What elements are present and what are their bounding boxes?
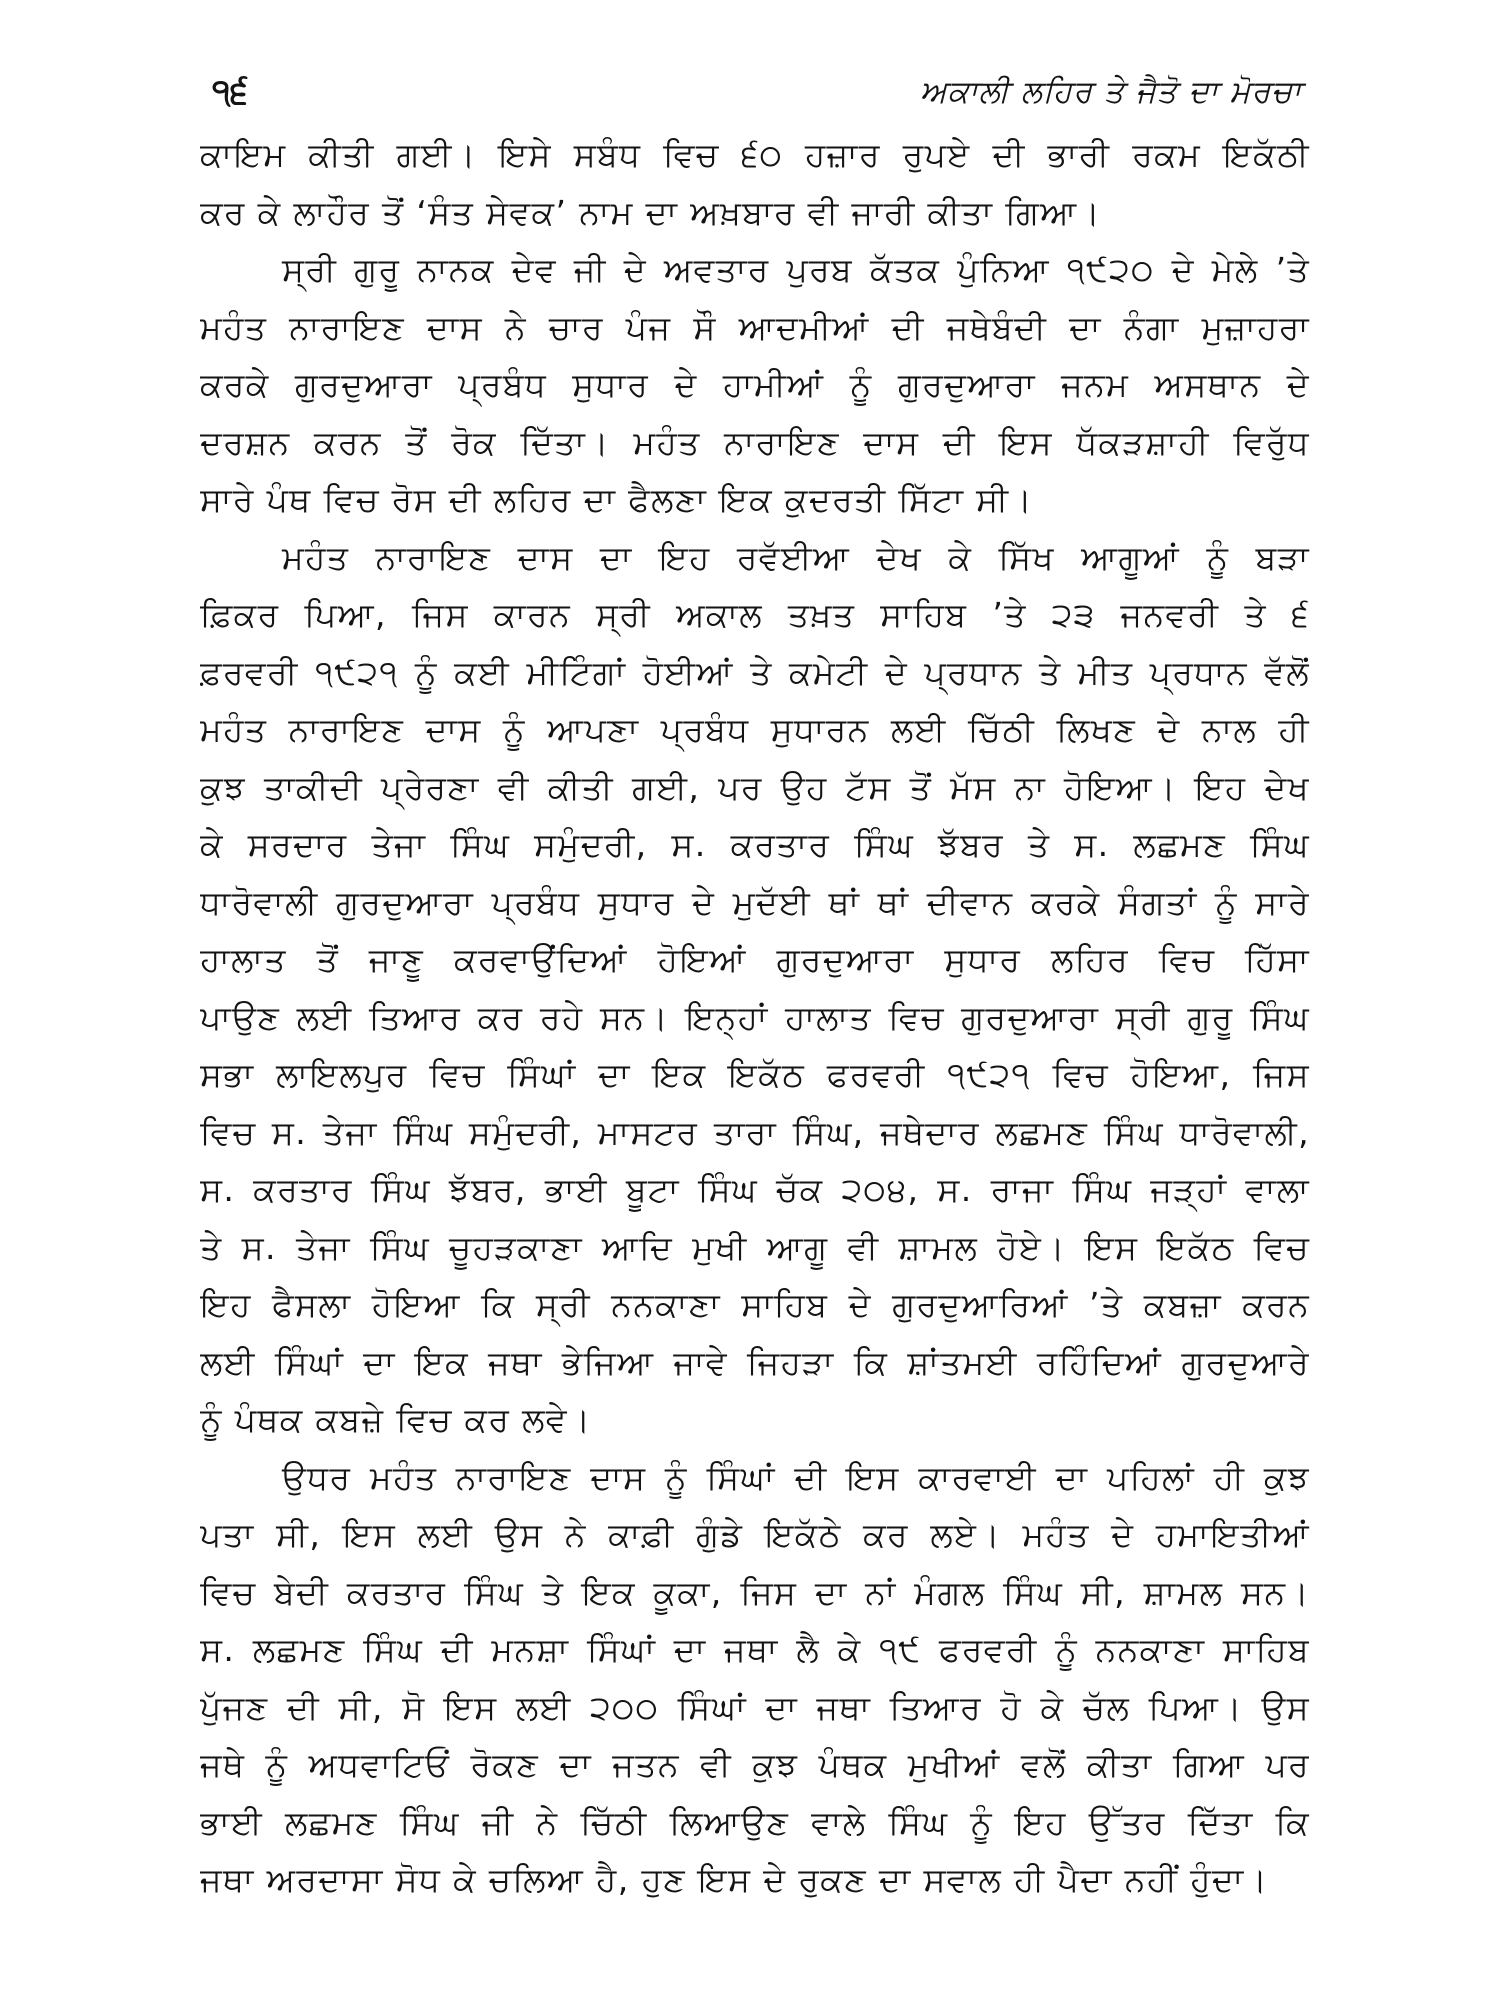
text-line: ਫ਼ਿਕਰ ਪਿਆ, ਜਿਸ ਕਾਰਨ ਸ੍ਰੀ ਅਕਾਲ ਤਖ਼ਤ ਸਾਹਿਬ ’ਤੇ ੨੩ ਜਨਵਰੀ ਤੇ ੬: [200, 595, 1310, 634]
text-line: ਜਥਾ ਅਰਦਾਸਾ ਸੋਧ ਕੇ ਚਲਿਆ ਹੈ, ਹੁਣ ਇਸ ਦੇ ਰੁਕਣ ਦਾ ਸਵਾਲ ਹੀ ਪੈਦਾ ਨਹੀਂ ਹੁੰਦਾ।: [200, 1860, 1269, 1899]
text-line: ਮਹੰਤ ਨਾਰਾਇਣ ਦਾਸ ਦਾ ਇਹ ਰਵੱਈਆ ਦੇਖ ਕੇ ਸਿੱਖ ਆਗੂਆਂ ਨੂੰ ਬੜਾ: [282, 537, 1310, 577]
text-line: ਵਿਚ ਸ. ਤੇਜਾ ਸਿੰਘ ਸਮੁੰਦਰੀ, ਮਾਸਟਰ ਤਾਰਾ ਸਿੰਘ, ਜਥੇਦਾਰ ਲਛਮਣ ਸਿੰਘ ਧਾਰੋਵਾਲੀ,: [200, 1112, 1310, 1152]
text-line: ਲਈ ਸਿੰਘਾਂ ਦਾ ਇਕ ਜਥਾ ਭੇਜਿਆ ਜਾਵੇ ਜਿਹੜਾ ਕਿ ਸ਼ਾਂਤਮਈ ਰਹਿੰਦਿਆਂ ਗੁਰਦੁਆਰੇ: [200, 1342, 1310, 1382]
text-line: ਭਾਈ ਲਛਮਣ ਸਿੰਘ ਜੀ ਨੇ ਚਿੱਠੀ ਲਿਆਉਣ ਵਾਲੇ ਸਿੰਘ ਨੂੰ ਇਹ ਉੱਤਰ ਦਿੱਤਾ ਕਿ: [200, 1802, 1310, 1842]
text-line: ਵਿਚ ਬੇਦੀ ਕਰਤਾਰ ਸਿੰਘ ਤੇ ਇਕ ਕੂਕਾ, ਜਿਸ ਦਾ ਨਾਂ ਮੰਗਲ ਸਿੰਘ ਸੀ, ਸ਼ਾਮਲ ਸਨ।: [200, 1572, 1310, 1612]
text-line: ਕਾਇਮ ਕੀਤੀ ਗਈ। ਇਸੇ ਸਬੰਧ ਵਿਚ ੬੦ ਹਜ਼ਾਰ ਰੁਪਏ ਦੀ ਭਾਰੀ ਰਕਮ ਇਕੱਠੀ: [200, 135, 1310, 174]
text-line: ਧਾਰੋਵਾਲੀ ਗੁਰਦੁਆਰਾ ਪ੍ਰਬੰਧ ਸੁਧਾਰ ਦੇ ਮੁਦੱਈ ਥਾਂ ਥਾਂ ਦੀਵਾਨ ਕਰਕੇ ਸੰਗਤਾਂ ਨੂੰ ਸਾਰੇ: [200, 882, 1310, 922]
page-number: ੧੬: [212, 72, 248, 112]
text-line: ਕਰਕੇ ਗੁਰਦੁਆਰਾ ਪ੍ਰਬੰਧ ਸੁਧਾਰ ਦੇ ਹਾਮੀਆਂ ਨੂੰ ਗੁਰਦੁਆਰਾ ਜਨਮ ਅਸਥਾਨ ਦੇ: [200, 365, 1310, 404]
text-line: ਫ਼ਰਵਰੀ ੧੯੨੧ ਨੂੰ ਕਈ ਮੀਟਿੰਗਾਂ ਹੋਈਆਂ ਤੇ ਕਮੇਟੀ ਦੇ ਪ੍ਰਧਾਨ ਤੇ ਮੀਤ ਪ੍ਰਧਾਨ ਵੱਲੋਂ: [200, 652, 1310, 692]
text-line: ਸਭਾ ਲਾਇਲਪੁਰ ਵਿਚ ਸਿੰਘਾਂ ਦਾ ਇਕ ਇਕੱਠ ਫਰਵਰੀ ੧੯੨੧ ਵਿਚ ਹੋਇਆ, ਜਿਸ: [200, 1055, 1310, 1094]
text-line: ਇਹ ਫੈਸਲਾ ਹੋਇਆ ਕਿ ਸ੍ਰੀ ਨਨਕਾਣਾ ਸਾਹਿਬ ਦੇ ਗੁਰਦੁਆਰਿਆਂ ’ਤੇ ਕਬਜ਼ਾ ਕਰਨ: [200, 1285, 1310, 1324]
text-line: ਮਹੰਤ ਨਾਰਾਇਣ ਦਾਸ ਨੂੰ ਆਪਣਾ ਪ੍ਰਬੰਧ ਸੁਧਾਰਨ ਲਈ ਚਿੱਠੀ ਲਿਖਣ ਦੇ ਨਾਲ ਹੀ: [200, 710, 1310, 749]
text-line: ਕੁਝ ਤਾਕੀਦੀ ਪ੍ਰੇਰਣਾ ਵੀ ਕੀਤੀ ਗਈ, ਪਰ ਉਹ ਟੱਸ ਤੋਂ ਮੱਸ ਨਾ ਹੋਇਆ। ਇਹ ਦੇਖ: [200, 767, 1310, 807]
text-line: ਪਾਉਣ ਲਈ ਤਿਆਰ ਕਰ ਰਹੇ ਸਨ। ਇਨ੍ਹਾਂ ਹਾਲਾਤ ਵਿਚ ਗੁਰਦੁਆਰਾ ਸ੍ਰੀ ਗੁਰੂ ਸਿੰਘ: [200, 997, 1310, 1037]
running-title: ਅਕਾਲੀ ਲਹਿਰ ਤੇ ਜੈਤੋ ਦਾ ਮੋਰਚਾ: [919, 74, 1302, 110]
text-line: ਜਥੇ ਨੂੰ ਅਧਵਾਟਿਓਂ ਰੋਕਣ ਦਾ ਜਤਨ ਵੀ ਕੁਝ ਪੰਥਕ ਮੁਖੀਆਂ ਵਲੋਂ ਕੀਤਾ ਗਿਆ ਪਰ: [200, 1745, 1310, 1784]
text-line: ਦਰਸ਼ਨ ਕਰਨ ਤੋਂ ਰੋਕ ਦਿੱਤਾ। ਮਹੰਤ ਨਾਰਾਇਣ ਦਾਸ ਦੀ ਇਸ ਧੱਕੜਸ਼ਾਹੀ ਵਿਰੁੱਧ: [200, 422, 1310, 462]
text-line: ਸ. ਲਛਮਣ ਸਿੰਘ ਦੀ ਮਨਸ਼ਾ ਸਿੰਘਾਂ ਦਾ ਜਥਾ ਲੈ ਕੇ ੧੯ ਫਰਵਰੀ ਨੂੰ ਨਨਕਾਣਾ ਸਾਹਿਬ: [200, 1630, 1310, 1669]
body-text: [200, 126, 1310, 1909]
text-line: ਨੂੰ ਪੰਥਕ ਕਬਜ਼ੇ ਵਿਚ ਕਰ ਲਵੇ।: [200, 1400, 592, 1439]
text-line: ਸ੍ਰੀ ਗੁਰੂ ਨਾਨਕ ਦੇਵ ਜੀ ਦੇ ਅਵਤਾਰ ਪੁਰਬ ਕੱਤਕ ਪੁੰਨਿਆ ੧੯੨੦ ਦੇ ਮੇਲੇ ’ਤੇ: [282, 250, 1310, 289]
text-line: ਪਤਾ ਸੀ, ਇਸ ਲਈ ਉਸ ਨੇ ਕਾਫ਼ੀ ਗੁੰਡੇ ਇਕੱਠੇ ਕਰ ਲਏ। ਮਹੰਤ ਦੇ ਹਮਾਇਤੀਆਂ: [200, 1515, 1310, 1554]
text-line: ਕਰ ਕੇ ਲਾਹੌਰ ਤੋਂ ‘ਸੰਤ ਸੇਵਕ’ ਨਾਮ ਦਾ ਅਖ਼ਬਾਰ ਵੀ ਜਾਰੀ ਕੀਤਾ ਗਿਆ।: [200, 192, 1102, 232]
text-line: ਕੇ ਸਰਦਾਰ ਤੇਜਾ ਸਿੰਘ ਸਮੁੰਦਰੀ, ਸ. ਕਰਤਾਰ ਸਿੰਘ ਝੱਬਰ ਤੇ ਸ. ਲਛਮਣ ਸਿੰਘ: [200, 825, 1310, 864]
text-line: ਤੇ ਸ. ਤੇਜਾ ਸਿੰਘ ਚੂਹੜਕਾਣਾ ਆਦਿ ਮੁਖੀ ਆਗੂ ਵੀ ਸ਼ਾਮਲ ਹੋਏ। ਇਸ ਇਕੱਠ ਵਿਚ: [200, 1227, 1310, 1267]
page-header: [212, 64, 1302, 120]
text-line: ਹਾਲਾਤ ਤੋਂ ਜਾਣੂ ਕਰਵਾਉਂਦਿਆਂ ਹੋਇਆਂ ਗੁਰਦੁਆਰਾ ਸੁਧਾਰ ਲਹਿਰ ਵਿਚ ਹਿੱਸਾ: [200, 940, 1310, 979]
text-line: ਉਧਰ ਮਹੰਤ ਨਾਰਾਇਣ ਦਾਸ ਨੂੰ ਸਿੰਘਾਂ ਦੀ ਇਸ ਕਾਰਵਾਈ ਦਾ ਪਹਿਲਾਂ ਹੀ ਕੁਝ: [282, 1457, 1310, 1497]
text-line: ਸ. ਕਰਤਾਰ ਸਿੰਘ ਝੱਬਰ, ਭਾਈ ਬੂਟਾ ਸਿੰਘ ਚੱਕ ੨੦੪, ਸ. ਰਾਜਾ ਸਿੰਘ ਜੜ੍ਹਾਂ ਵਾਲਾ: [200, 1170, 1310, 1209]
text-line: ਪੁੱਜਣ ਦੀ ਸੀ, ਸੋ ਇਸ ਲਈ ੨੦੦ ਸਿੰਘਾਂ ਦਾ ਜਥਾ ਤਿਆਰ ਹੋ ਕੇ ਚੱਲ ਪਿਆ। ਉਸ: [200, 1687, 1310, 1727]
text-line: ਮਹੰਤ ਨਾਰਾਇਣ ਦਾਸ ਨੇ ਚਾਰ ਪੰਜ ਸੌ ਆਦਮੀਆਂ ਦੀ ਜਥੇਬੰਦੀ ਦਾ ਨੰਗਾ ਮੁਜ਼ਾਹਰਾ: [200, 307, 1310, 347]
text-line: ਸਾਰੇ ਪੰਥ ਵਿਚ ਰੋਸ ਦੀ ਲਹਿਰ ਦਾ ਫੈਲਣਾ ਇਕ ਕੁਦਰਤੀ ਸਿੱਟਾ ਸੀ।: [200, 480, 1034, 519]
